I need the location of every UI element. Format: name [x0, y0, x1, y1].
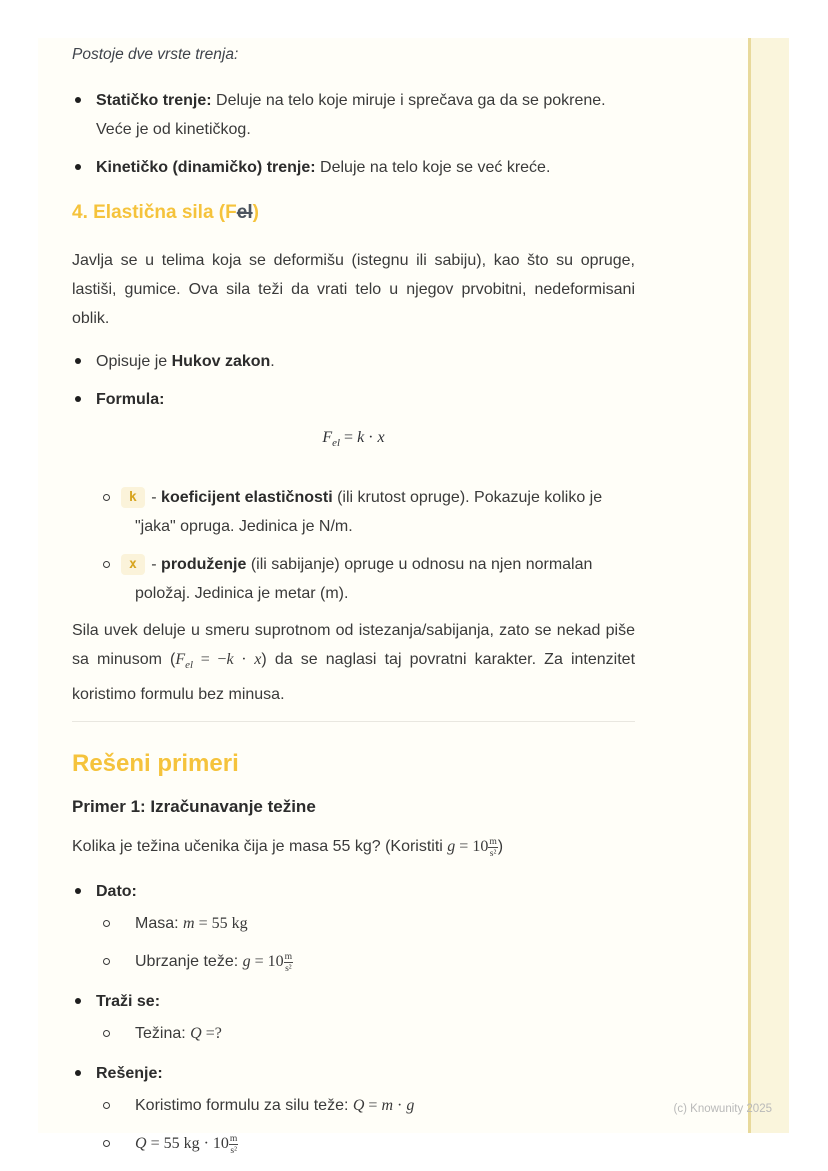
list-item-resenje [72, 1059, 635, 1159]
math-equals-55kg: = 55 kg [194, 915, 248, 933]
hollow-bullet-icon [103, 958, 110, 965]
heading-strikethrough-subscript: el [236, 202, 253, 223]
math-F: F [322, 429, 333, 446]
fraction-numerator: m [284, 951, 293, 963]
section-heading-elastic-force [72, 200, 635, 226]
dato-sublist [96, 909, 635, 977]
math-subscript-el: el [332, 437, 341, 450]
fraction-denominator: s² [285, 963, 292, 975]
friction-types-list [72, 86, 635, 182]
note-after: ) da se naglasi taj povratni karakter. Za intenzitet koristimo formulu bez minusa. [72, 651, 636, 704]
fraction-m-per-s2 [488, 836, 497, 859]
bullet-icon [75, 97, 81, 103]
question-before: Kolika je težina učenika čija je masa 55 kg? (Koristiti [72, 838, 448, 856]
resenje-label: Rešenje: [96, 1065, 163, 1083]
list-item-final-substitution [96, 1129, 635, 1159]
bullet-icon [75, 998, 81, 1004]
math-Q: Q [352, 1097, 365, 1115]
bullet-icon [75, 396, 81, 402]
math-x: x [254, 651, 262, 669]
hollow-bullet-icon [103, 920, 110, 927]
fraction-denominator: s² [230, 1145, 237, 1157]
trazi-sublist [96, 1019, 635, 1049]
page-content [72, 38, 635, 1159]
hollow-bullet-icon [103, 1140, 110, 1147]
bullet-icon [75, 358, 81, 364]
list-item-hooke-law [72, 347, 635, 376]
math-k: k [226, 651, 234, 669]
x-dash: - [146, 556, 162, 574]
math-equals-question: =? [201, 1025, 222, 1043]
note-before: Sila uvek deluje u smeru suprotnom od istezanja/sabijanja, zato se nekad piše sa minusom ( [72, 622, 635, 669]
bullet-icon [75, 164, 81, 170]
hollow-bullet-icon [103, 561, 110, 568]
static-friction-desc: Deluje na telo koje miruje i sprečava ga da se pokrene. Veće je od kinetičkog. [96, 92, 606, 138]
list-item-formula-label [72, 385, 635, 414]
hollow-bullet-icon [103, 1030, 110, 1037]
primer1-title: Primer 1: Izračunavanje težine [72, 797, 316, 817]
primer1-question [72, 832, 635, 861]
math-equals: = [340, 429, 358, 446]
hollow-bullet-icon [103, 1102, 110, 1109]
fraction-m-per-s2 [284, 951, 293, 974]
list-item-ubrzanje [96, 947, 635, 977]
x-term-bold: produženje [161, 556, 247, 574]
hooke-law-bold: Hukov zakon [171, 353, 271, 370]
list-item-masa [96, 909, 635, 939]
list-item-trazi-se [72, 987, 635, 1049]
math-dot: · [364, 429, 378, 446]
notes-page [38, 38, 789, 1157]
math-equals-minus: = − [193, 651, 227, 669]
math-dot: · [233, 651, 255, 669]
heading-text: 4. Elastična sila (F [72, 202, 237, 223]
hooke-law-pre: Opisuje je [96, 353, 172, 370]
math-g: g [406, 1097, 415, 1115]
list-item-variable-k [72, 483, 635, 541]
fraction-numerator: m [229, 1133, 238, 1145]
solution-outline-list [72, 877, 635, 1159]
math-x: x [377, 429, 385, 446]
x-term-desc: (ili sabijanje) opruge u odnosu na njen normalan položaj. Jedinica je metar (m). [135, 556, 593, 603]
koristimo-label: Koristimo formulu za silu teže: [135, 1097, 353, 1115]
formula-variables-list [72, 483, 635, 608]
elastic-intro-paragraph: Javlja se u telima koja se deformišu (istegnu ili sabiju), kao što su opruge, lastiši, gumice. Ova sila teži da vrati telo u njegov prvobitni, nedeformisani oblik. [72, 252, 635, 327]
k-term-bold: koeficijent elastičnosti [161, 489, 333, 507]
bullet-icon [75, 1070, 81, 1076]
math-Q: Q [135, 1135, 147, 1153]
list-item-koristimo-formulu [96, 1091, 635, 1121]
elastic-law-list [72, 347, 635, 414]
intro-italic-text: Postoje dve vrste trenja: [72, 46, 239, 63]
math-Q: Q [190, 1025, 202, 1043]
kinetic-friction-label: Kinetičko (dinamičko) trenje: [96, 159, 316, 176]
math-subscript-el: el [185, 659, 194, 672]
fraction-denominator: s² [489, 848, 497, 860]
solved-examples-heading: Rešeni primeri [72, 750, 239, 778]
list-item-static-friction [72, 86, 635, 144]
list-item-dato [72, 877, 635, 977]
math-m: m [183, 915, 195, 933]
masa-label: Masa: [135, 915, 184, 933]
list-item-tezina [96, 1019, 635, 1049]
math-g: g [447, 838, 456, 856]
k-dash: - [146, 489, 162, 507]
ubrzanje-label: Ubrzanje teže: [135, 953, 243, 971]
list-item-kinetic-friction [72, 153, 635, 182]
k-term-desc: (ili krutost opruge). Pokazuje koliko je "jaka" opruga. Jedinica je N/m. [135, 489, 603, 536]
dato-label: Dato: [96, 883, 137, 901]
kinetic-friction-desc: Deluje na telo koje se već kreće. [315, 159, 551, 176]
section-divider [72, 721, 635, 722]
static-friction-label: Statičko trenje: [96, 92, 212, 109]
elastic-note-paragraph [72, 616, 635, 709]
trazi-se-label: Traži se: [96, 993, 161, 1011]
page-edge-band [748, 38, 789, 1133]
bullet-icon [75, 888, 81, 894]
math-k: k [357, 429, 365, 446]
list-item-variable-x [72, 550, 635, 608]
math-g: g [242, 953, 251, 971]
heading-text-close: ) [252, 202, 259, 223]
hooke-formula [72, 426, 635, 455]
question-after: ) [497, 838, 504, 856]
fraction-numerator: m [489, 836, 497, 848]
watermark: (c) Knowunity 2025 [673, 1103, 772, 1115]
fraction-m-per-s2 [229, 1133, 238, 1156]
code-chip-x: x [121, 554, 145, 575]
resenje-sublist [96, 1091, 635, 1159]
math-m: m [381, 1097, 394, 1115]
formula-label: Formula: [96, 391, 165, 408]
hollow-bullet-icon [103, 494, 110, 501]
math-dot: · [393, 1097, 407, 1115]
math-equals-55kg-10: = 55 kg · 10 [146, 1135, 229, 1153]
math-equals-10: = 10 [455, 838, 489, 856]
math-equals-10: = 10 [250, 953, 284, 971]
math-F: F [175, 651, 186, 669]
math-equals: = [364, 1097, 382, 1115]
tezina-label: Težina: [135, 1025, 191, 1043]
code-chip-k: k [121, 487, 145, 508]
hooke-law-post: . [270, 353, 275, 370]
